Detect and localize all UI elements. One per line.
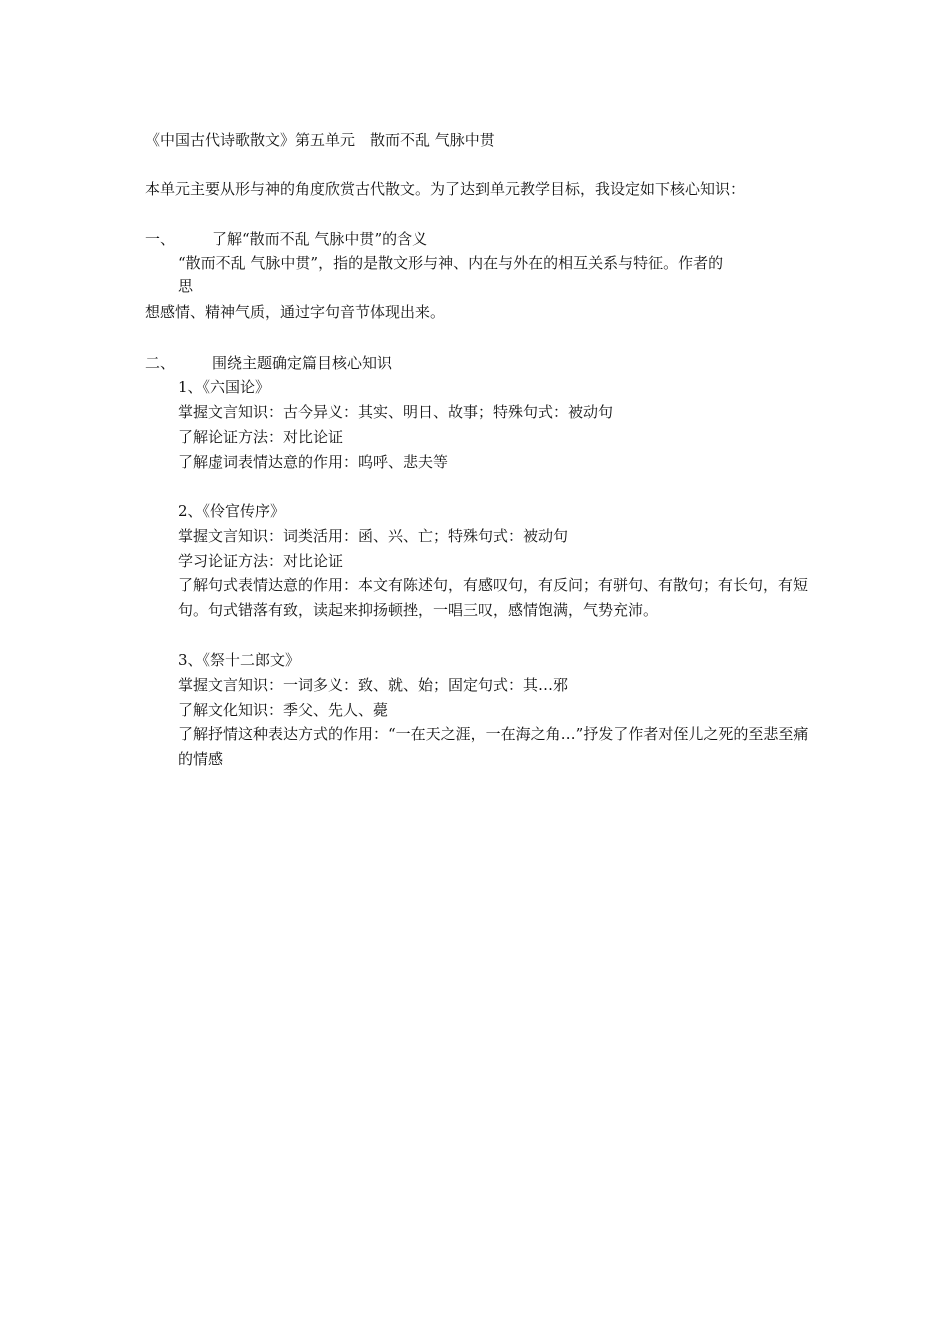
item2-line2: 学习论证方法：对比论证 bbox=[178, 552, 344, 570]
item1-line1: 掌握文言知识：古今异义：其实、明日、故事；特殊句式：被动句 bbox=[178, 403, 614, 421]
item2-line1: 掌握文言知识：词类活用：函、兴、亡；特殊句式：被动句 bbox=[178, 527, 569, 545]
section1-body-line1: “散而不乱 气脉中贯”，指的是散文形与神、内在与外在的相互关系与特征。作者的 bbox=[178, 254, 724, 272]
section1-heading: 了解“散而不乱 气脉中贯”的含义 bbox=[212, 230, 428, 248]
section1-body-line2: 思 bbox=[178, 277, 194, 295]
section1-body-line3: 想感情、精神气质，通过字句音节体现出来。 bbox=[145, 303, 446, 321]
section2-number: 二、 bbox=[145, 354, 176, 372]
item3-title: 3、《祭十二郎文》 bbox=[178, 651, 301, 669]
item1-title: 1、《六国论》 bbox=[178, 378, 271, 396]
item1-line3: 了解虚词表情达意的作用：呜呼、悲夫等 bbox=[178, 453, 449, 471]
item2-title: 2、《伶官传序》 bbox=[178, 502, 286, 520]
intro-paragraph: 本单元主要从形与神的角度欣赏古代散文。为了达到单元教学目标，我设定如下核心知识： bbox=[145, 180, 746, 198]
item2-line3: 了解句式表情达意的作用：本文有陈述句，有感叹句，有反问；有骈句、有散句；有长句，有短句。句式错落有致，读起来抑扬顿挫，一唱三叹，感情饱满，气势充沛。 bbox=[178, 576, 809, 619]
item3-line1: 掌握文言知识：一词多义：致、就、始；固定句式：其…邪 bbox=[178, 676, 569, 694]
section2-heading: 围绕主题确定篇目核心知识 bbox=[212, 354, 393, 372]
item3-line3: 了解抒情这种表达方式的作用：“一在天之涯，一在海之角…”抒发了作者对侄儿之死的至悲至痛的情感 bbox=[178, 725, 809, 768]
item1-line2: 了解论证方法：对比论证 bbox=[178, 428, 344, 446]
section1-number: 一、 bbox=[145, 230, 176, 248]
item3-line2: 了解文化知识：季父、先人、薨 bbox=[178, 701, 389, 719]
document-title: 《中国古代诗歌散文》第五单元 散而不乱 气脉中贯 bbox=[145, 131, 495, 149]
